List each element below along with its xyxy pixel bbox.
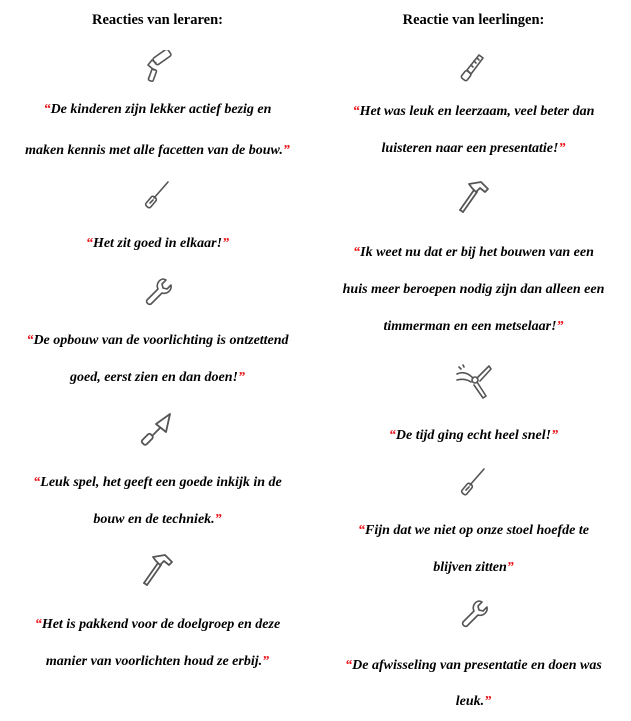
hammer-icon bbox=[455, 178, 493, 216]
trowel-icon bbox=[140, 410, 176, 448]
pliers-icon bbox=[453, 360, 495, 402]
teacher-reactions-heading: Reacties van leraren: bbox=[92, 12, 223, 28]
teacher-reactions-column: Reacties van leraren: “De kinderen zijn lekker actief bezig en maken kennis met alle facetten van de bouw.” “Het zit goed in elkaar!” “De opbouw van de voorlichting is ontzettend goed, eerst zien en dan doen!” “Leuk spel, het geeft een goede inkijk in de bouw en de techniek.” “Het is pakkend voor de doelgroep en deze manier van voorlichten houd ze erbij.” bbox=[0, 0, 315, 721]
screwdriver-icon bbox=[141, 178, 175, 212]
student-reactions-column: Reactie van leerlingen: “Het was leuk en leerzaam, veel beter dan luisteren naar een presentatie!” “Ik weet nu dat er bij het bouwen van een huis meer beroepen nodig zijn dan alleen een timmerman en een metselaar!” “De tijd ging echt heel snel!” “Fijn dat we niet op onze stoel hoefde te blijven zitten” “De afwisseling van presentatie en doen was leuk.” bbox=[316, 0, 631, 721]
wrench-icon bbox=[141, 275, 175, 309]
wrench-icon bbox=[457, 597, 491, 631]
student-reactions-heading: Reactie van leerlingen: bbox=[402, 12, 545, 28]
screwdriver-icon bbox=[457, 465, 491, 499]
paint-roller-icon bbox=[141, 50, 175, 84]
hammer-icon bbox=[139, 551, 177, 589]
saw-icon bbox=[457, 50, 491, 84]
